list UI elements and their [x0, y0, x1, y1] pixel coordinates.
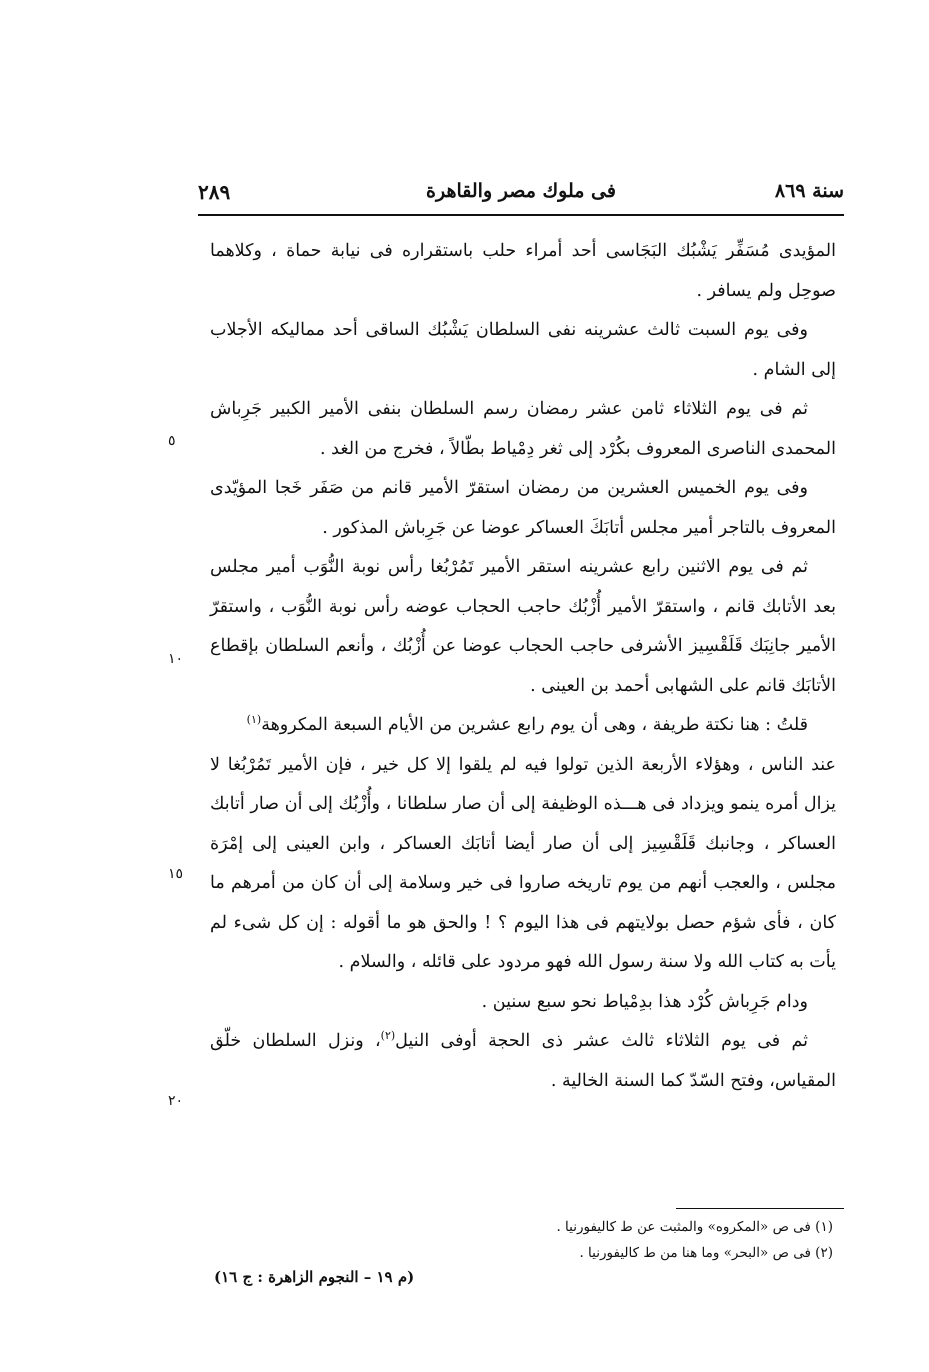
printer-signature: (م ١٩ – النجوم الزاهرة : ج ١٦)	[214, 1268, 415, 1286]
paragraph: ثم فى يوم الثلاثاء ثامن عشر رمضان رسم السلطان بنفى الأمير الكبير جَرِباش المحمدى الناصرى المعروف بكُرْد إلى ثغر دِمْياط بطّالاً ، فخرج من الغد .	[210, 399, 836, 459]
paragraph	[210, 706, 836, 746]
footnotes	[213, 1214, 833, 1266]
paragraph: وفى يوم الخميس العشرين من رمضان استقرّ الأمير قانم من صَفَر خَجا المؤيّدى المعروف بالتاجر أمير مجلس أتابَكَ العساكر عوضا عن جَرِباش المذكور .	[210, 478, 836, 538]
paragraph	[210, 1022, 836, 1101]
header-year: سنة ٨٦٩	[774, 180, 844, 202]
paragraph: عند الناس ، وهؤلاء الأربعة الذين تولوا فيه لم يلقوا إلا كل خير ، فإن الأمير تَمُرْبُغا لا يزال أمره ينمو ويزداد فى هـــذه الوظيفة إلى أن صار سلطانا ، وأُزْبُك إلى أن صار أتابك العساكر ، وجانبك قَلَقْسِيز إلى أن صار أيضا أتابَك العساكر ، وابن العينى إلى إمْرَة مجلس ، والعجب أنهم من يوم تاريخه صاروا فى خير وسلامة إلى أن كان من أمرهم ما كان ، فأى شؤم حصل بولايتهم فى هذا اليوم ؟ ! والحق هو ما أقوله : إن كل شىء لم يأت به كتاب الله ولا سنة رسول الله فهو مردود على قائله ، والسلام .	[210, 754, 836, 972]
paragraph: ثم فى يوم الاثنين رابع عشرينه استقر الأمير تَمُرْبُغا رأس نوبة النُّوَب أمير مجلس بعد الأتابك قانم ، واستقرّ الأمير أُزْبُك حاجب الحجاب عوضه رأس نوبة النُّوَب ، واستقرّ الأمير جانِبَك قَلَقْسِيز الأشرفى حاجب الحجاب عوضا عن أُزْبُك ، وأنعم السلطان بإقطاع الأتابَك قانم على الشهابى أحمد بن العينى .	[210, 557, 836, 696]
footnote-rule	[676, 1208, 844, 1209]
paragraph: وفى يوم السبت ثالث عشرينه نفى السلطان يَشْبُك الساقى أحد مماليكه الأجلاب إلى الشام .	[210, 320, 836, 380]
running-header	[198, 180, 844, 210]
paragraph-text: قلتُ : هنا نكتة طريفة ، وهى أن يوم رابع عشرين من الأيام السبعة المكروهة	[261, 715, 808, 735]
paragraph-text: ثم فى يوم الثلاثاء ثالث عشر ذى الحجة أوفى النيل	[395, 1031, 808, 1051]
main-text	[210, 232, 836, 1101]
footnote: (١) فى ص «المكروه» والمثبت عن ط كاليفورنيا .	[556, 1219, 833, 1235]
footnote: (٢) فى ص «البحر» وما هنا من ط كاليفورنيا .	[579, 1245, 833, 1261]
header-title: فى ملوك مصر والقاهرة	[426, 180, 616, 202]
margin-line-number: ١٥	[168, 866, 184, 882]
page-number: ٢٨٩	[198, 180, 231, 204]
paragraph-text: ، ونزل السلطان خلّق المقياس، وفتح السّدّ كما السنة الخالية .	[210, 1031, 836, 1091]
margin-line-number: ١٠	[168, 651, 184, 667]
margin-line-number: ٢٠	[168, 1093, 184, 1109]
paragraph: ودام جَرِباش كُرْد هذا بدِمْياط نحو سبع سنين .	[481, 991, 808, 1012]
footnote-mark: (٢)	[380, 1029, 396, 1043]
margin-line-number: ٥	[168, 433, 176, 449]
paragraph: المؤيدى مُسَفِّر يَشْبُك البَجَاسى أحد أمراء حلب باستقراره فى نيابة حماة ، وكلاهما صوحِل ولم يسافر .	[210, 241, 836, 301]
footnote-mark: (١)	[246, 713, 262, 727]
header-rule	[198, 214, 844, 216]
